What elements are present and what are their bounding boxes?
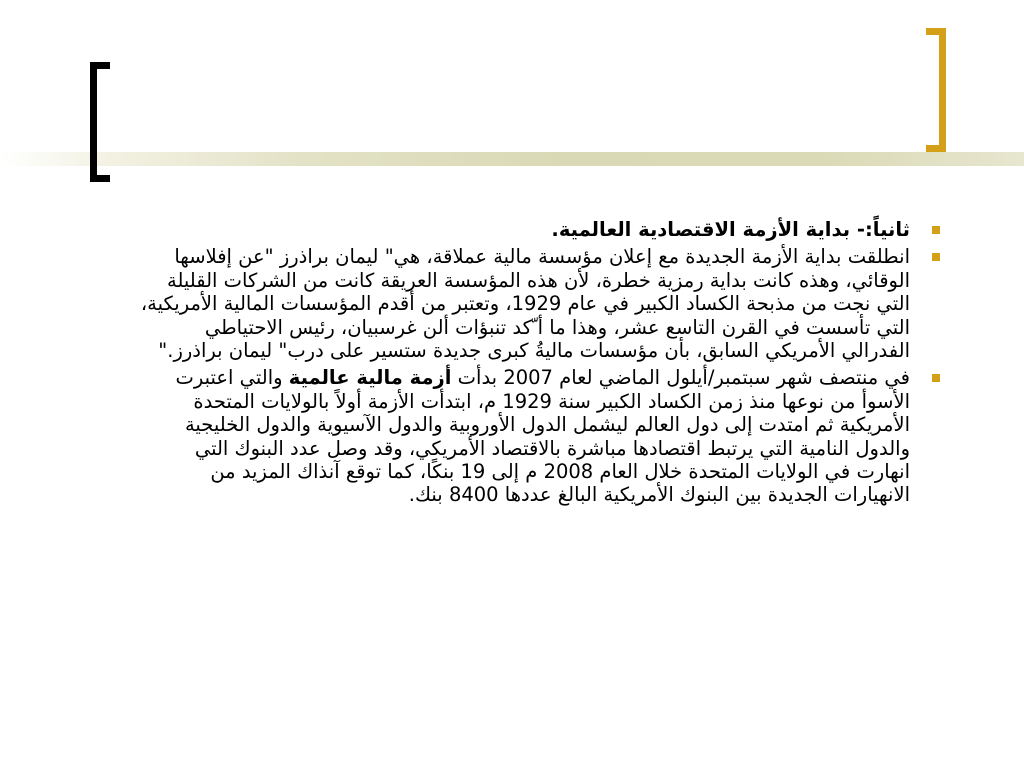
paragraph-1-text: انطلقت بداية الأزمة الجديدة مع إعلان مؤسسة مالية عملاقة، هي" ليمان براذرز "عن إفلاسها الوقائي، وهذه كانت بداية رمزية خطرة، لأن هذه المؤسسة العريقة كانت من الشركات القليلة التي نجت من مذبحة الكساد الكبير في عام 1929، وتعتبر من أقدم المؤسسات المالية الأمريكية، التي تأسست في القرن التاسع عشر، وهذا ما أ ّكد تنبؤات ألن غرسبيان، رئيس الاحتياطي الفدرالي الأمريكي السابق، بأن مؤسسات ماليةُ كبرى جديدة ستسير على درب" ليمان براذرز.": [140, 245, 910, 363]
paragraph-2-emphasis: أزمة مالية عالمية: [288, 366, 452, 390]
right-bracket-decoration: [926, 28, 946, 152]
left-bracket-decoration: [90, 62, 110, 182]
heading-text: ثانياً:- بداية الأزمة الاقتصادية العالمية.: [551, 218, 910, 241]
header-band: [0, 152, 1024, 166]
bullet-list: [140, 218, 910, 507]
bullet-paragraph-1: [140, 245, 910, 362]
paragraph-2-text-part-1: في منتصف شهر سبتمبر/أيلول الماضي لعام 2007 بدأت: [451, 366, 910, 390]
bullet-square-icon: [932, 374, 940, 382]
bullet-paragraph-2: [140, 366, 910, 506]
bullet-square-icon: [932, 226, 940, 234]
paragraph-2-text-part-2: والتي اعتبرت الأسوأ من نوعها منذ زمن الكساد الكبير سنة 1929 م، ابتدأت الأزمة أولاً بالولايات المتحدة الأمريكية ثم امتدت إلى دول العالم ليشمل الدول الأوروبية والدول الآسيوية والدول الخليجية والدول النامية التي يرتبط اقتصادها مباشرة بالاقتصاد الأمريكي، وقد وصل عدد البنوك التي انهارت في الولايات المتحدة خلال العام 2008 م إلى 19 بنكًا، كما توقع آنذاك المزيد من الانهيارات الجديدة بين البنوك الأمريكية البالغ عددها 8400 بنك.: [175, 366, 910, 507]
bullet-square-icon: [932, 253, 940, 261]
slide-content: [140, 218, 910, 507]
bullet-heading: [140, 218, 910, 241]
